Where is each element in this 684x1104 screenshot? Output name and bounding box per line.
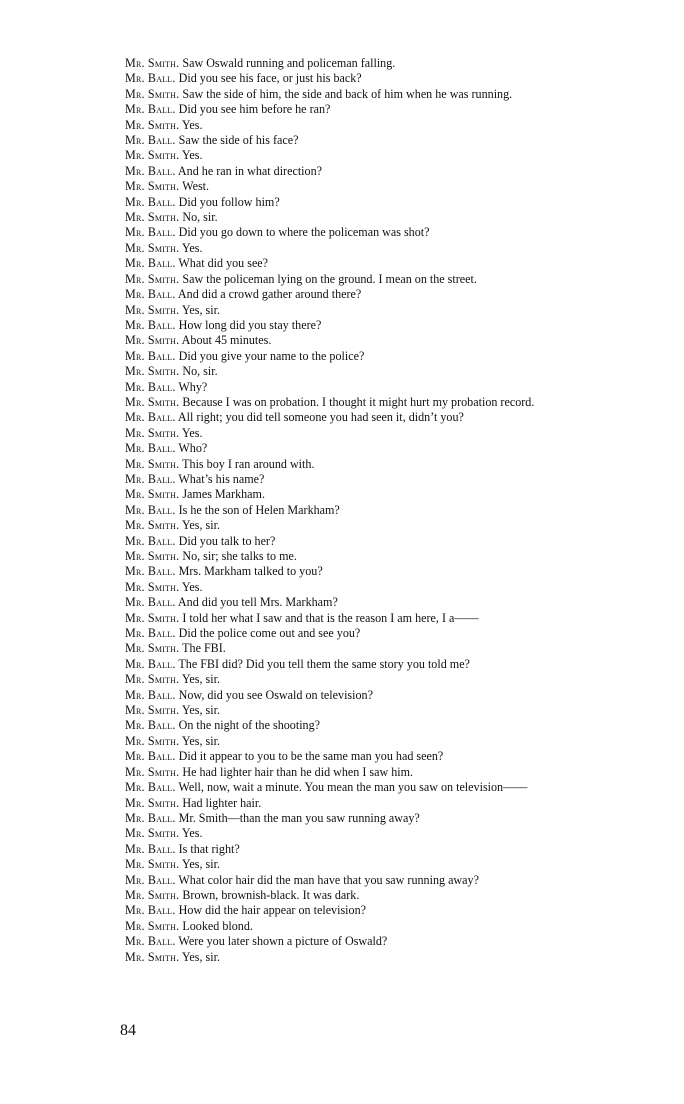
transcript-line xyxy=(108,826,638,841)
transcript-line xyxy=(108,87,638,102)
utterance-text: What’s his name? xyxy=(175,471,265,486)
utterance-text: On the night of the shooting? xyxy=(175,718,321,733)
utterance-text: Did it appear to you to be the same man you had seen? xyxy=(175,749,444,764)
transcript-line xyxy=(108,842,638,857)
utterance-text: Yes, sir. xyxy=(179,949,220,964)
transcript-line xyxy=(108,503,638,518)
transcript-line xyxy=(108,441,638,456)
speaker-name: Mr. Ball. xyxy=(125,163,176,178)
transcript-line xyxy=(108,734,638,749)
transcript-line xyxy=(108,903,638,918)
speaker-name: Mr. Ball. xyxy=(125,626,176,641)
transcript-line xyxy=(108,518,638,533)
utterance-text: West. xyxy=(179,179,210,194)
speaker-name: Mr. Ball. xyxy=(125,656,176,671)
transcript-line xyxy=(108,672,638,687)
transcript-line xyxy=(108,410,638,425)
transcript-line xyxy=(108,534,638,549)
transcript-line xyxy=(108,164,638,179)
speaker-name: Mr. Smith. xyxy=(125,179,180,194)
utterance-text: The FBI. xyxy=(179,641,226,656)
speaker-name: Mr. Ball. xyxy=(125,810,176,825)
speaker-name: Mr. Smith. xyxy=(125,949,180,964)
speaker-name: Mr. Smith. xyxy=(125,579,180,594)
transcript-line xyxy=(108,611,638,626)
utterance-text: Did you go down to where the policeman was shot? xyxy=(175,225,430,240)
speaker-name: Mr. Ball. xyxy=(125,102,176,117)
utterance-text: Saw the side of him, the side and back of him when he was running. xyxy=(179,86,513,101)
utterance-text: No, sir. xyxy=(179,210,218,225)
utterance-text: Yes. xyxy=(179,579,203,594)
transcript-line xyxy=(108,873,638,888)
speaker-name: Mr. Smith. xyxy=(125,240,180,255)
utterance-text: He had lighter hair than he did when I saw him. xyxy=(179,764,414,779)
transcript-line xyxy=(108,718,638,733)
speaker-name: Mr. Smith. xyxy=(125,456,180,471)
utterance-text: Did the police come out and see you? xyxy=(175,626,361,641)
transcript-line xyxy=(108,564,638,579)
utterance-text: Saw the side of his face? xyxy=(175,133,299,148)
speaker-name: Mr. Ball. xyxy=(125,225,176,240)
speaker-name: Mr. Ball. xyxy=(125,780,176,795)
utterance-text: What did you see? xyxy=(175,256,269,271)
speaker-name: Mr. Smith. xyxy=(125,641,180,656)
transcript-line xyxy=(108,395,638,410)
transcript-line xyxy=(108,210,638,225)
transcript-line xyxy=(108,333,638,348)
transcript-line xyxy=(108,118,638,133)
utterance-text: No, sir. xyxy=(179,364,218,379)
utterance-text: I told her what I saw and that is the reason I am here, I a—— xyxy=(179,610,479,625)
utterance-text: Yes. xyxy=(179,148,203,163)
transcript-line xyxy=(108,580,638,595)
utterance-text: Is that right? xyxy=(175,841,240,856)
transcript-line xyxy=(108,626,638,641)
utterance-text: Had lighter hair. xyxy=(179,795,262,810)
transcript-line xyxy=(108,195,638,210)
transcript-line xyxy=(108,133,638,148)
speaker-name: Mr. Ball. xyxy=(125,595,176,610)
utterance-text: Yes. xyxy=(179,425,203,440)
utterance-text: What color hair did the man have that you saw running away? xyxy=(175,872,479,887)
speaker-name: Mr. Smith. xyxy=(125,857,180,872)
utterance-text: And did you tell Mrs. Markham? xyxy=(175,595,338,610)
speaker-name: Mr. Ball. xyxy=(125,194,176,209)
utterance-text: How did the hair appear on television? xyxy=(175,903,366,918)
transcript-line xyxy=(108,950,638,965)
speaker-name: Mr. Ball. xyxy=(125,749,176,764)
testimony-transcript xyxy=(108,56,638,965)
transcript-line xyxy=(108,426,638,441)
transcript-line xyxy=(108,780,638,795)
transcript-line xyxy=(108,857,638,872)
transcript-line xyxy=(108,102,638,117)
utterance-text: Is he the son of Helen Markham? xyxy=(175,502,340,517)
speaker-name: Mr. Smith. xyxy=(125,795,180,810)
speaker-name: Mr. Smith. xyxy=(125,549,180,563)
speaker-name: Mr. Ball. xyxy=(125,502,176,517)
transcript-line xyxy=(108,272,638,287)
utterance-text: Did you see his face, or just his back? xyxy=(175,71,362,86)
transcript-line xyxy=(108,303,638,318)
transcript-line xyxy=(108,380,638,395)
speaker-name: Mr. Ball. xyxy=(125,441,176,456)
transcript-line xyxy=(108,657,638,672)
utterance-text: James Markham. xyxy=(179,487,265,502)
speaker-name: Mr. Smith. xyxy=(125,364,180,379)
speaker-name: Mr. Smith. xyxy=(125,764,180,779)
utterance-text: Yes, sir. xyxy=(179,703,220,718)
speaker-name: Mr. Ball. xyxy=(125,256,176,271)
transcript-line xyxy=(108,934,638,949)
document-page xyxy=(108,56,638,1036)
transcript-line xyxy=(108,487,638,502)
speaker-name: Mr. Ball. xyxy=(125,133,176,148)
speaker-name: Mr. Smith. xyxy=(125,302,180,317)
transcript-line xyxy=(108,287,638,302)
utterance-text: Well, now, wait a minute. You mean the man you saw on television—— xyxy=(175,780,528,795)
utterance-text: The FBI did? Did you tell them the same story you told me? xyxy=(175,656,470,671)
speaker-name: Mr. Ball. xyxy=(125,287,176,302)
utterance-text: Did you see him before he ran? xyxy=(175,102,331,117)
speaker-name: Mr. Smith. xyxy=(125,672,180,687)
transcript-line xyxy=(108,148,638,163)
speaker-name: Mr. Smith. xyxy=(125,487,180,502)
speaker-name: Mr. Ball. xyxy=(125,410,176,425)
utterance-text: Saw Oswald running and policeman falling. xyxy=(179,56,396,70)
transcript-line xyxy=(108,765,638,780)
transcript-line xyxy=(108,472,638,487)
speaker-name: Mr. Smith. xyxy=(125,333,180,348)
utterance-text: About 45 minutes. xyxy=(179,333,272,348)
utterance-text: This boy I ran around with. xyxy=(179,456,315,471)
speaker-name: Mr. Smith. xyxy=(125,518,180,533)
utterance-text: Mrs. Markham talked to you? xyxy=(175,564,323,579)
transcript-line xyxy=(108,241,638,256)
speaker-name: Mr. Ball. xyxy=(125,533,176,548)
speaker-name: Mr. Ball. xyxy=(125,317,176,332)
transcript-line xyxy=(108,641,638,656)
utterance-text: Why? xyxy=(175,379,208,394)
utterance-text: How long did you stay there? xyxy=(175,317,322,332)
transcript-line xyxy=(108,595,638,610)
speaker-name: Mr. Ball. xyxy=(125,471,176,486)
transcript-line xyxy=(108,349,638,364)
transcript-line xyxy=(108,225,638,240)
speaker-name: Mr. Ball. xyxy=(125,872,176,887)
utterance-text: Mr. Smith—than the man you saw running away? xyxy=(175,810,420,825)
utterance-text: Yes. xyxy=(179,240,203,255)
utterance-text: Were you later shown a picture of Oswald? xyxy=(175,934,388,949)
utterance-text: Brown, brownish-black. It was dark. xyxy=(179,887,360,902)
utterance-text: Did you follow him? xyxy=(175,194,280,209)
utterance-text: Yes, sir. xyxy=(179,302,220,317)
utterance-text: All right; you did tell someone you had seen it, didn’t you? xyxy=(175,410,464,425)
utterance-text: No, sir; she talks to me. xyxy=(179,549,297,563)
speaker-name: Mr. Smith. xyxy=(125,86,180,101)
transcript-line xyxy=(108,703,638,718)
utterance-text: Yes, sir. xyxy=(179,672,220,687)
speaker-name: Mr. Smith. xyxy=(125,826,180,841)
speaker-name: Mr. Ball. xyxy=(125,934,176,949)
transcript-line xyxy=(108,749,638,764)
utterance-text: Did you give your name to the police? xyxy=(175,348,365,363)
transcript-line xyxy=(108,457,638,472)
speaker-name: Mr. Ball. xyxy=(125,564,176,579)
transcript-line xyxy=(108,919,638,934)
transcript-line xyxy=(108,256,638,271)
transcript-line xyxy=(108,71,638,86)
speaker-name: Mr. Ball. xyxy=(125,687,176,702)
transcript-line xyxy=(108,179,638,194)
transcript-line xyxy=(108,318,638,333)
speaker-name: Mr. Smith. xyxy=(125,703,180,718)
speaker-name: Mr. Smith. xyxy=(125,271,180,286)
utterance-text: Who? xyxy=(175,441,208,456)
speaker-name: Mr. Smith. xyxy=(125,117,180,132)
speaker-name: Mr. Smith. xyxy=(125,887,180,902)
transcript-line xyxy=(108,56,638,71)
page-number: 84 xyxy=(120,1022,136,1039)
utterance-text: Did you talk to her? xyxy=(175,533,276,548)
utterance-text: Yes. xyxy=(179,117,203,132)
utterance-text: Looked blond. xyxy=(179,918,253,933)
speaker-name: Mr. Ball. xyxy=(125,71,176,86)
utterance-text: Saw the policeman lying on the ground. I mean on the street. xyxy=(179,271,477,286)
transcript-line xyxy=(108,811,638,826)
speaker-name: Mr. Ball. xyxy=(125,903,176,918)
speaker-name: Mr. Smith. xyxy=(125,394,180,409)
speaker-name: Mr. Smith. xyxy=(125,56,180,70)
speaker-name: Mr. Smith. xyxy=(125,610,180,625)
speaker-name: Mr. Smith. xyxy=(125,148,180,163)
utterance-text: Yes, sir. xyxy=(179,733,220,748)
speaker-name: Mr. Ball. xyxy=(125,348,176,363)
utterance-text: Because I was on probation. I thought it might hurt my probation record. xyxy=(179,394,535,409)
speaker-name: Mr. Ball. xyxy=(125,379,176,394)
transcript-line xyxy=(108,549,638,564)
speaker-name: Mr. Smith. xyxy=(125,733,180,748)
transcript-line xyxy=(108,796,638,811)
transcript-line xyxy=(108,888,638,903)
utterance-text: Yes, sir. xyxy=(179,857,220,872)
utterance-text: Yes, sir. xyxy=(179,518,220,533)
transcript-line xyxy=(108,688,638,703)
speaker-name: Mr. Smith. xyxy=(125,210,180,225)
utterance-text: Now, did you see Oswald on television? xyxy=(175,687,373,702)
speaker-name: Mr. Smith. xyxy=(125,918,180,933)
utterance-text: And he ran in what direction? xyxy=(175,163,323,178)
speaker-name: Mr. Ball. xyxy=(125,841,176,856)
speaker-name: Mr. Ball. xyxy=(125,718,176,733)
utterance-text: Yes. xyxy=(179,826,203,841)
speaker-name: Mr. Smith. xyxy=(125,425,180,440)
transcript-line xyxy=(108,364,638,379)
utterance-text: And did a crowd gather around there? xyxy=(175,287,362,302)
